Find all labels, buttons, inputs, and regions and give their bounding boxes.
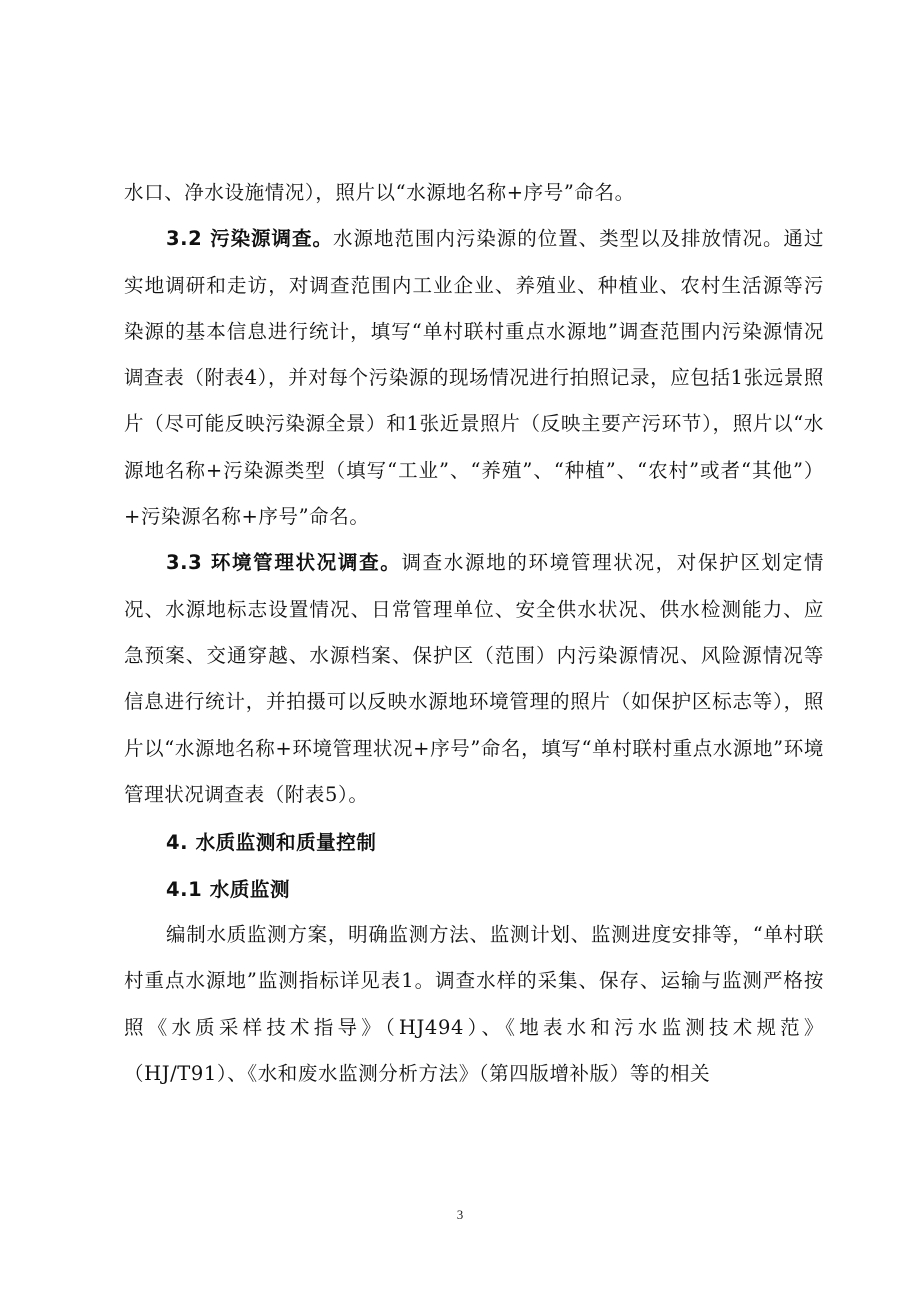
paragraph-water-quality-monitoring: 编制水质监测方案，明确监测方法、监测计划、监测进度安排等，“单村联村重点水源地”监测指标详见表1。调查水样的采集、保存、运输与监测严格按照《水质采样技术指导》（HJ494）、《地表水和污水监测技术规范》（HJ/T91）、《水和废水监测分析方法》（第四版增补版）等的相关 [124,923,824,1086]
paragraph-continuation: 水口、净水设施情况），照片以“水源地名称+序号”命名。 [124,181,635,204]
page-number: 3 [456,1207,464,1222]
section-3-3-heading: 3.3 环境管理状况调查。 [166,551,402,575]
section-4-heading: 4. 水质监测和质量控制 [166,831,377,855]
section-3-2-heading: 3.2 污染源调查。 [166,227,333,251]
section-3-3-body: 调查水源地的环境管理状况，对保护区划定情况、水源地标志设置情况、日常管理单位、安全供水状况、供水检测能力、应急预案、交通穿越、水源档案、保护区（范围）内污染源情况、风险源情况等信息进行统计，并拍摄可以反映水源地环境管理的照片（如保护区标志等），照片以“水源地名称+环境管理状况+序号”命名，填写“单村联村重点水源地”环境管理状况调查表（附表5）。 [124,551,824,806]
section-4-1-heading: 4.1 水质监测 [166,878,291,902]
body-text [124,170,824,1097]
section-3-2-body: 水源地范围内污染源的位置、类型以及排放情况。通过实地调研和走访，对调查范围内工业企业、养殖业、种植业、农村生活源等污染源的基本信息进行统计，填写“单村联村重点水源地”调查范围内污染源情况调查表（附表4），并对每个污染源的现场情况进行拍照记录，应包括1张远景照片（尽可能反映污染源全景）和1张近景照片（反映主要产污环节），照片以“水源地名称+污染源类型（填写“工业”、“养殖”、“种植”、“农村”或者“其他”）+污染源名称+序号”命名。 [124,227,824,529]
paragraph-environment-management-survey [124,540,824,818]
paragraph-pollution-source-survey [124,216,824,540]
